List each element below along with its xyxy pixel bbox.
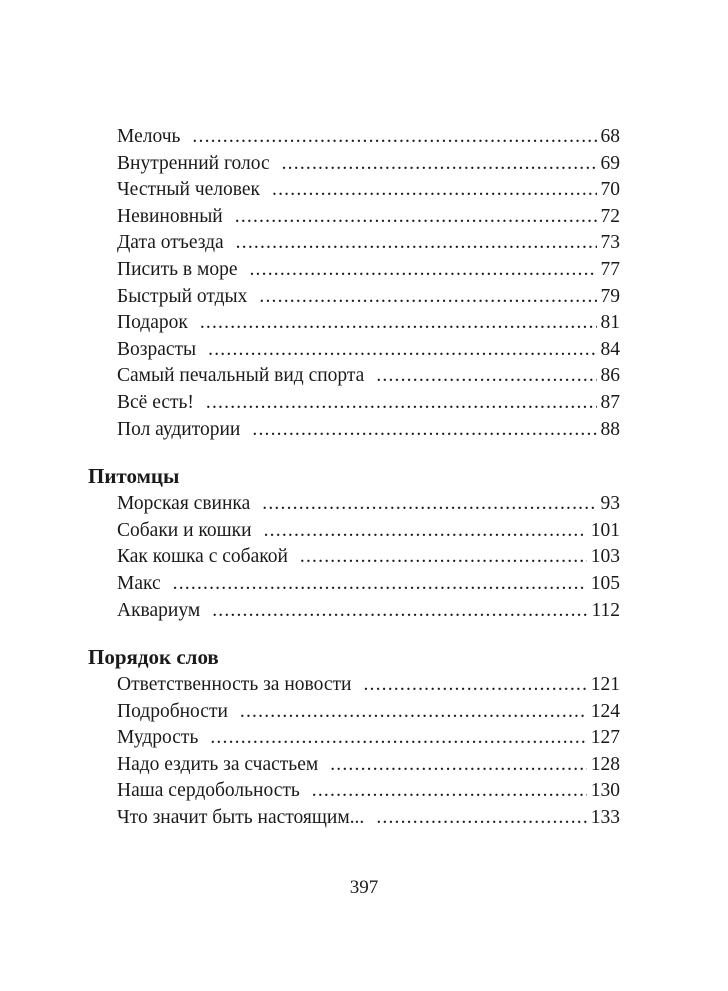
toc-entry-page: 68 [600, 126, 620, 147]
toc-entry-page: 70 [600, 179, 620, 201]
section-heading[interactable]: Порядок слов [88, 645, 219, 670]
toc-entry-page: 124 [590, 700, 620, 722]
toc-entry-page: 93 [600, 493, 620, 515]
toc-entry-page: 87 [600, 391, 620, 413]
toc-entry[interactable] [88, 204, 620, 231]
toc-entry[interactable] [88, 725, 620, 752]
toc-entry-title: Дата отъезда [117, 232, 224, 254]
toc-entry[interactable] [88, 310, 620, 337]
toc-entry-title: Невиновный [117, 205, 223, 227]
toc-entry[interactable] [88, 598, 620, 625]
toc-entry[interactable] [88, 491, 620, 518]
toc-section [88, 124, 620, 443]
dot-leader [236, 230, 597, 256]
dot-leader [376, 363, 596, 389]
page-number: 397 [349, 877, 379, 898]
toc-entry-page: 101 [590, 519, 620, 541]
toc-entry[interactable] [88, 571, 620, 598]
toc-entry-page: 105 [590, 572, 620, 594]
toc-entry-title: Наша сердобольность [117, 780, 300, 802]
toc-entry-page: 86 [600, 365, 620, 387]
dot-leader [330, 752, 587, 778]
toc-entry[interactable] [88, 151, 620, 178]
toc-entry[interactable] [88, 257, 620, 284]
dot-leader [252, 417, 596, 443]
toc-section [88, 644, 620, 832]
toc-entry-title: Мелочь [117, 126, 181, 147]
dot-leader [264, 518, 587, 544]
toc-entry-page: 88 [600, 418, 620, 440]
toc-entry-page: 69 [600, 152, 620, 174]
toc-entry[interactable] [88, 390, 620, 417]
dot-leader [259, 284, 596, 310]
toc-entry-page: 112 [591, 599, 620, 621]
dot-leader [249, 257, 596, 283]
toc-entry-title: Быстрый отдых [117, 285, 248, 307]
dot-leader [173, 571, 587, 597]
toc-entry-page: 73 [600, 232, 620, 254]
toc-entry-title: Возрасты [117, 338, 197, 360]
toc-entry-title: Надо ездить за счастьем [117, 753, 319, 775]
dot-leader [206, 390, 597, 416]
dot-leader [363, 672, 586, 698]
dot-leader [240, 699, 587, 725]
toc-entry-page: 121 [590, 674, 620, 696]
toc-entry[interactable] [88, 805, 620, 832]
toc-entry-title: Что значит быть настоящим... [117, 807, 365, 829]
dot-leader [200, 310, 597, 336]
table-of-contents [88, 124, 620, 832]
toc-entry[interactable] [88, 124, 620, 151]
toc-entry-title: Внутренний голос [117, 152, 270, 174]
dot-leader [192, 124, 596, 150]
toc-entry[interactable] [88, 778, 620, 805]
toc-entry[interactable] [88, 672, 620, 699]
toc-entry-title: Пол аудитории [117, 418, 241, 440]
dot-leader [300, 544, 587, 570]
toc-entry[interactable] [88, 544, 620, 571]
toc-entry[interactable] [88, 284, 620, 311]
toc-entry-page: 127 [590, 727, 620, 749]
toc-entry[interactable] [88, 752, 620, 779]
toc-entry-title: Макс [117, 572, 161, 594]
toc-entry-title: Мудрость [117, 727, 199, 749]
toc-entry-title: Аквариум [117, 599, 201, 621]
toc-entry[interactable] [88, 177, 620, 204]
toc-entry[interactable] [88, 417, 620, 444]
dot-leader [210, 725, 586, 751]
toc-entry-page: 128 [590, 753, 620, 775]
dot-leader [272, 177, 596, 203]
toc-entry-page: 130 [590, 780, 620, 802]
toc-section [88, 463, 620, 624]
toc-entry[interactable] [88, 230, 620, 257]
dot-leader [212, 598, 587, 624]
toc-entry-title: Всё есть! [117, 391, 194, 413]
dot-leader [235, 204, 597, 230]
toc-entry-page: 133 [590, 807, 620, 829]
toc-entry[interactable] [88, 337, 620, 364]
toc-entry-title: Как кошка с собакой [117, 546, 288, 568]
section-heading[interactable]: Питомцы [88, 464, 180, 489]
toc-entry-title: Собаки и кошки [117, 519, 252, 541]
dot-leader [262, 491, 596, 517]
toc-entry[interactable] [88, 699, 620, 726]
toc-entry-title: Самый печальный вид спорта [117, 365, 365, 387]
toc-entry-title: Ответственность за новости [117, 674, 352, 696]
toc-entry-title: Честный человек [117, 179, 261, 201]
toc-entry[interactable] [88, 363, 620, 390]
dot-leader [376, 805, 586, 831]
toc-entry[interactable] [88, 518, 620, 545]
toc-entry-page: 84 [600, 338, 620, 360]
toc-entry-page: 77 [600, 258, 620, 280]
dot-leader [208, 337, 596, 363]
toc-entry-title: Писить в море [117, 258, 238, 280]
toc-entry-title: Подарок [117, 312, 188, 334]
toc-entry-page: 72 [600, 205, 620, 227]
toc-entry-page: 103 [590, 546, 620, 568]
toc-entry-page: 81 [600, 312, 620, 334]
toc-entry-title: Морская свинка [117, 493, 251, 515]
dot-leader [282, 151, 597, 177]
dot-leader [312, 778, 587, 804]
toc-entry-page: 79 [600, 285, 620, 307]
toc-entry-title: Подробности [117, 700, 228, 722]
